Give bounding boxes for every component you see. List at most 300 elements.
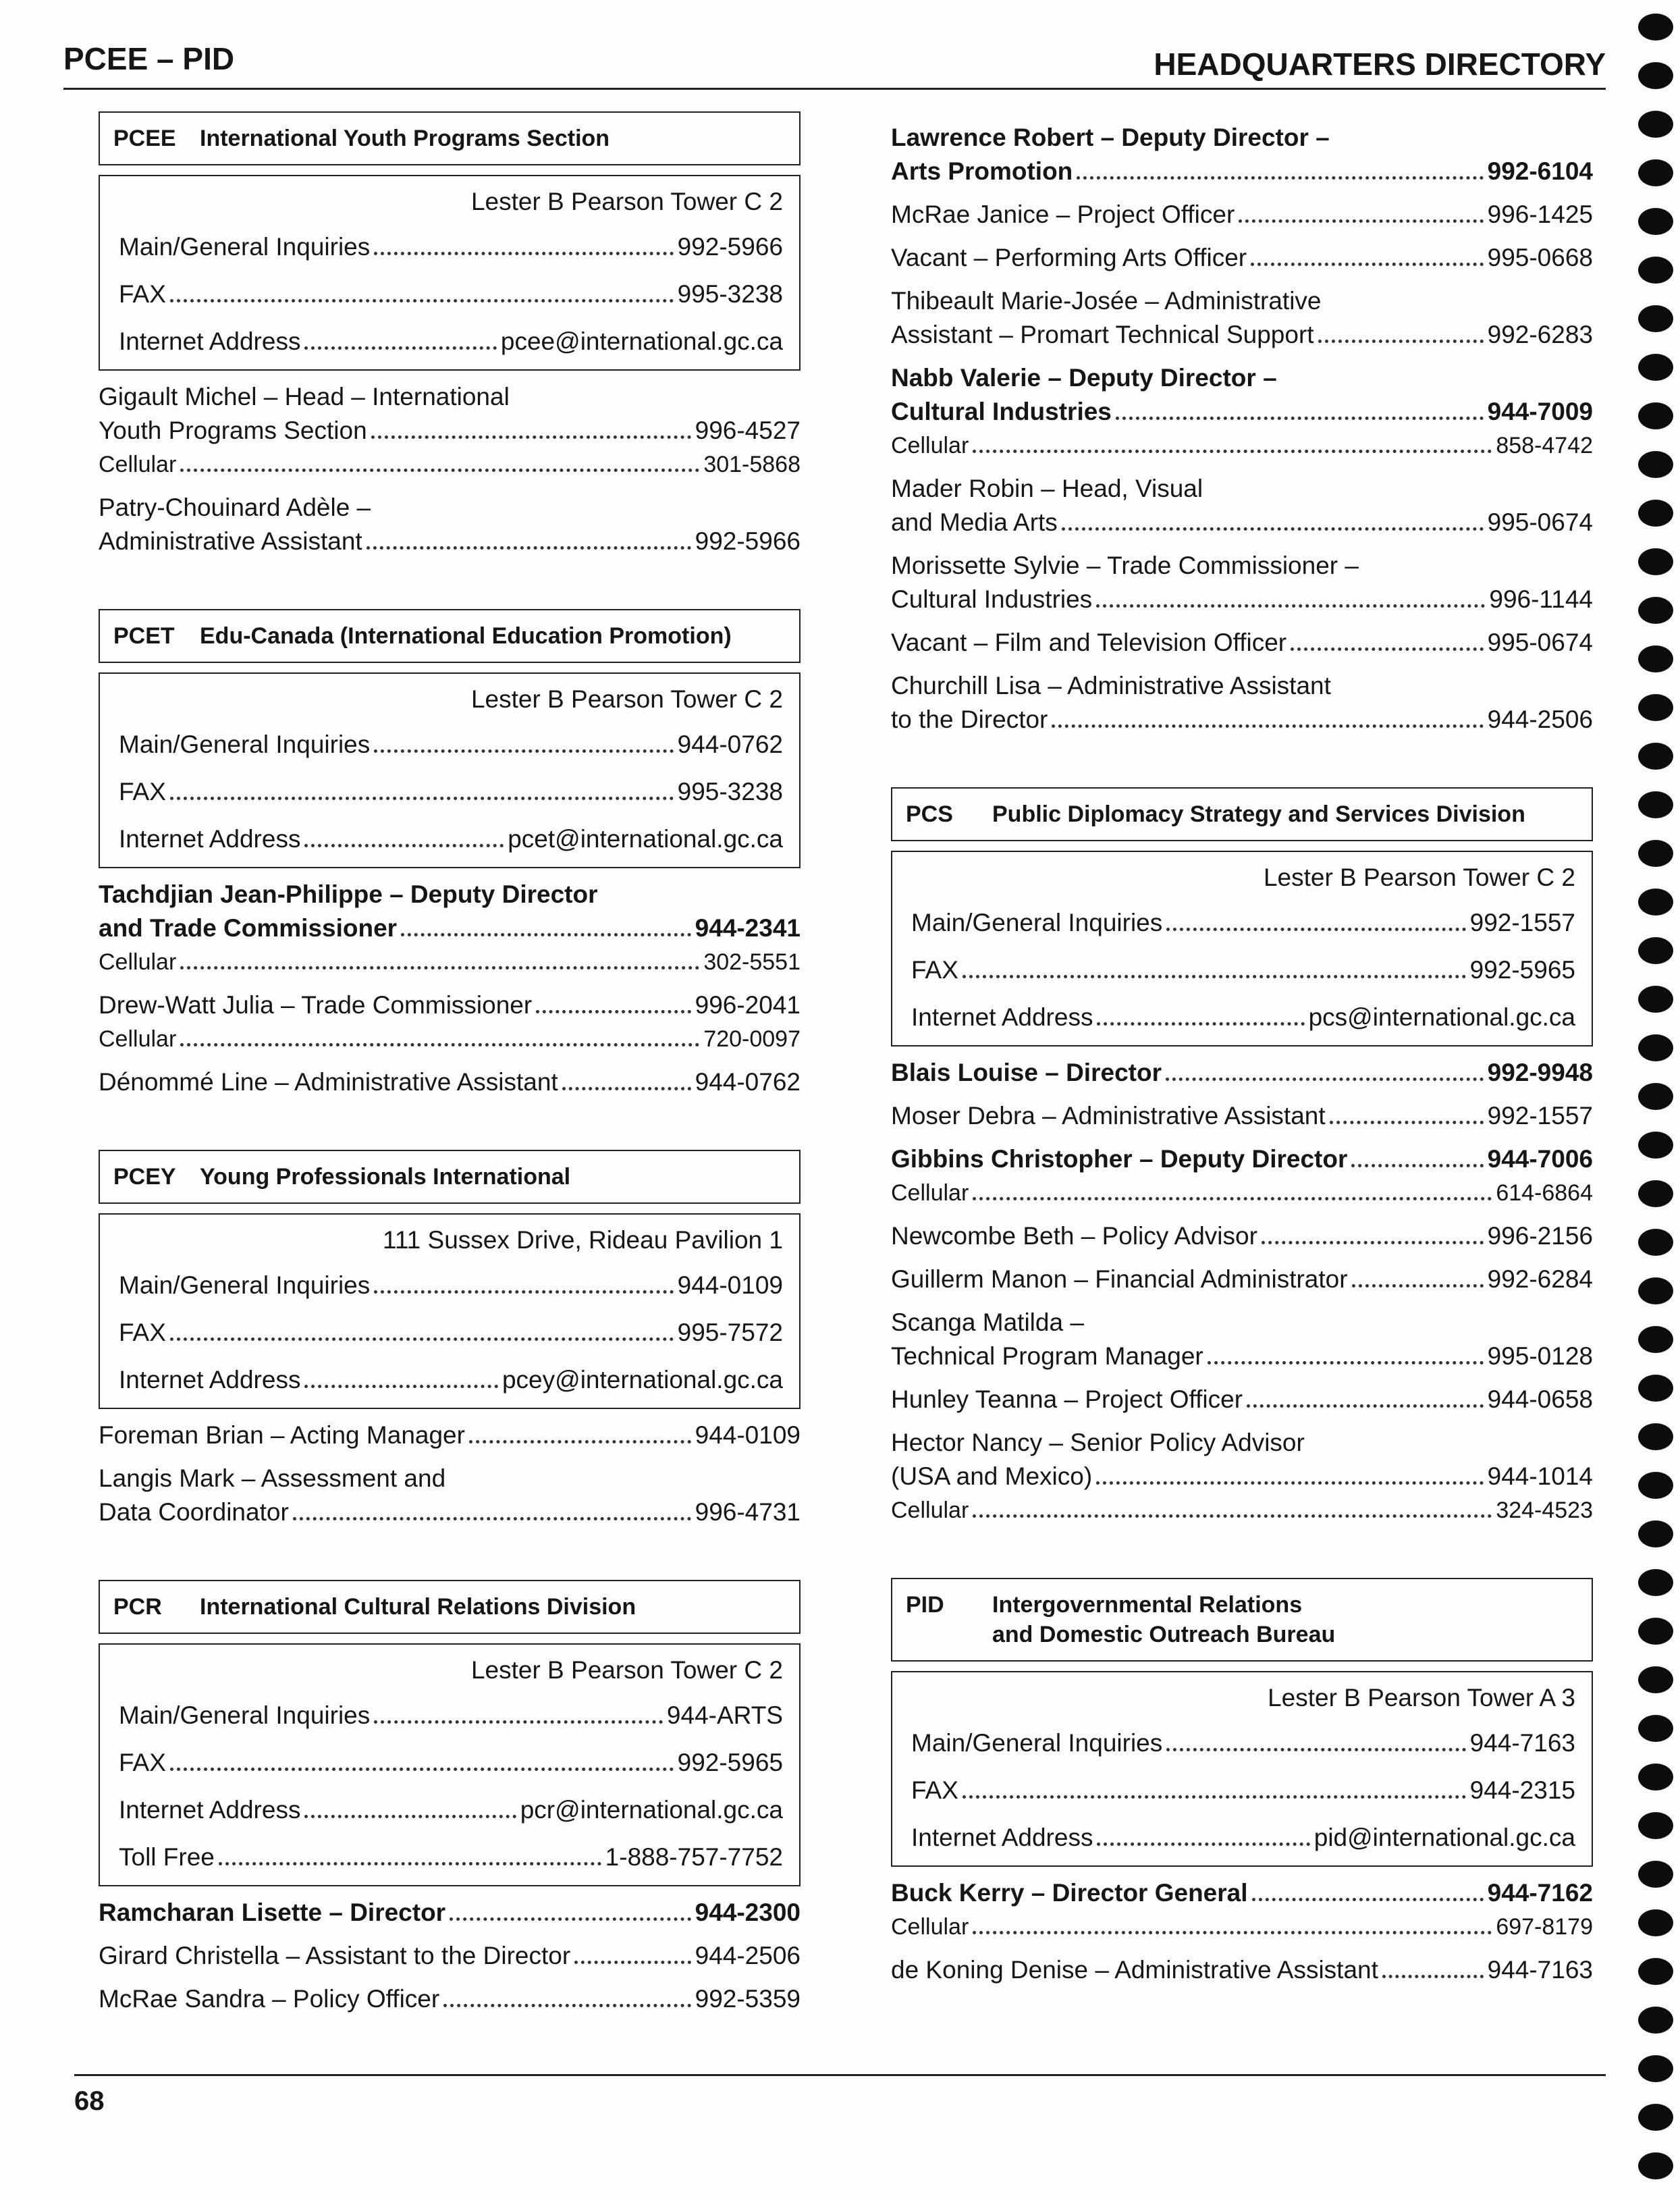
entry-label: Cultural Industries <box>891 585 1093 613</box>
person-entry <box>891 1099 1593 1133</box>
section-header <box>891 1578 1593 1662</box>
section-code: PCEY <box>113 1164 176 1190</box>
contact-box <box>99 1643 801 1886</box>
entry-label: Main/General Inquiries <box>119 731 371 758</box>
entry-label: Gibbins Christopher – Deputy Director <box>891 1145 1348 1173</box>
directory-section <box>99 609 801 1099</box>
entry-label: Internet Address <box>911 1824 1093 1851</box>
entry-value: 995-0674 <box>1487 508 1593 536</box>
section-name-line: Edu-Canada (International Education Promotion) <box>200 623 732 649</box>
entry-label: Internet Address <box>119 1366 301 1394</box>
binder-hole <box>1638 1520 1673 1547</box>
section-name-line: and Domestic Outreach Bureau <box>992 1622 1336 1647</box>
entry-value: 992-5965 <box>1469 956 1575 984</box>
entry-value: 1-888-757-7752 <box>605 1843 783 1871</box>
entry-label: Foreman Brian – Acting Manager <box>99 1421 465 1449</box>
leader-dots <box>293 1517 691 1520</box>
leader-dots <box>374 1290 673 1294</box>
binder-hole <box>1638 743 1673 770</box>
leader-dots <box>180 1043 699 1046</box>
entry-value: 944-7009 <box>1487 398 1593 425</box>
location: 111 Sussex Drive, Rideau Pavilion 1 <box>383 1226 783 1254</box>
page-header <box>63 41 1606 90</box>
cellular-entry <box>891 1493 1593 1527</box>
contact-entry <box>119 1262 783 1309</box>
phone-entry <box>99 1982 801 2016</box>
leader-dots <box>180 966 699 970</box>
leader-dots <box>443 2004 690 2007</box>
contact-entry <box>119 1692 783 1739</box>
entry-value: 858-4742 <box>1496 433 1593 458</box>
entry-value: 995-3238 <box>677 280 783 308</box>
contact-entry <box>119 1309 783 1356</box>
entry-value: 992-5965 <box>677 1749 783 1776</box>
cellular-entry <box>99 1022 801 1056</box>
binder-hole <box>1638 2104 1673 2131</box>
entry-label: Main/General Inquiries <box>911 1729 1163 1757</box>
entry-value: 996-1144 <box>1489 585 1593 613</box>
phone-entry <box>891 1099 1593 1133</box>
binder-hole <box>1638 1764 1673 1791</box>
contact-entry <box>911 899 1575 947</box>
entry-label: (USA and Mexico) <box>891 1462 1093 1490</box>
contact-entry <box>119 1786 783 1834</box>
leader-dots <box>536 1010 690 1013</box>
leader-dots <box>973 1514 1492 1518</box>
phone-entry <box>891 395 1593 429</box>
phone-entry <box>99 1939 801 1973</box>
binder-hole <box>1638 208 1673 235</box>
phone-entry <box>891 1219 1593 1253</box>
entry-value: 996-2156 <box>1487 1222 1593 1250</box>
binder-hole <box>1638 1666 1673 1693</box>
entry-value: 992-1557 <box>1487 1102 1593 1130</box>
person-name-line: Mader Robin – Head, Visual <box>891 475 1203 502</box>
binder-holes <box>1638 14 1676 2201</box>
entry-label: Cellular <box>99 949 177 975</box>
left-column <box>99 111 801 2067</box>
contact-entry <box>119 318 783 365</box>
person-name-line: Churchill Lisa – Administrative Assistant <box>891 672 1331 699</box>
section-header <box>99 1150 801 1204</box>
entry-label: Drew-Watt Julia – Trade Commissioner <box>99 991 533 1019</box>
binder-hole <box>1638 62 1673 89</box>
entry-label: Cultural Industries <box>891 398 1112 425</box>
entry-value: 614-6864 <box>1496 1180 1593 1206</box>
person-entry <box>99 1065 801 1099</box>
person-entry <box>891 626 1593 660</box>
leader-dots <box>170 797 674 800</box>
section-name-line: Public Diplomacy Strategy and Services Division <box>992 801 1525 827</box>
entry-value: 995-7572 <box>677 1319 783 1346</box>
binder-hole <box>1638 1180 1673 1207</box>
section-name-line: Young Professionals International <box>200 1164 571 1190</box>
section-code: PCS <box>906 801 953 827</box>
person-name-line: Gigault Michel – Head – International <box>99 383 510 410</box>
leader-dots <box>374 749 673 753</box>
cellular-entry <box>891 429 1593 462</box>
entry-value: 944-7163 <box>1487 1956 1593 1984</box>
entry-label: Main/General Inquiries <box>119 233 371 261</box>
leader-dots <box>963 975 1466 978</box>
person-name-line: Hector Nancy – Senior Policy Advisor <box>891 1429 1305 1456</box>
leader-dots <box>371 435 691 439</box>
phone-entry <box>99 414 801 448</box>
entry-value: 944-7162 <box>1487 1879 1593 1907</box>
person-entry <box>891 198 1593 232</box>
entry-label: Girard Christella – Assistant to the Director <box>99 1942 571 1969</box>
person-entry <box>891 241 1593 275</box>
phone-entry <box>99 525 801 558</box>
entry-value: 944-7006 <box>1487 1145 1593 1173</box>
phone-entry <box>99 988 801 1022</box>
leader-dots <box>1239 219 1483 223</box>
entry-label: FAX <box>911 1776 958 1804</box>
phone-entry <box>891 318 1593 352</box>
contact-entry <box>911 947 1575 994</box>
entry-label: FAX <box>119 280 166 308</box>
leader-dots <box>401 933 691 936</box>
entry-label: McRae Sandra – Policy Officer <box>99 1985 440 2013</box>
section-code: PCEE <box>113 126 176 151</box>
entry-label: Administrative Assistant <box>99 527 362 555</box>
phone-entry <box>891 1056 1593 1090</box>
entry-value: 995-0668 <box>1487 244 1593 271</box>
section-code: PID <box>906 1592 944 1618</box>
cellular-entry <box>891 1910 1593 1944</box>
leader-dots <box>1262 1241 1484 1244</box>
contact-entry <box>119 1356 783 1404</box>
entry-value: 944-0109 <box>695 1421 801 1449</box>
leader-dots <box>170 1768 674 1771</box>
entry-label: to the Director <box>891 706 1048 733</box>
phone-entry <box>99 1896 801 1930</box>
entry-value: 944-2506 <box>1487 706 1593 733</box>
section-name-line: International Youth Programs Section <box>200 126 610 151</box>
contact-entry <box>119 1834 783 1881</box>
person-entry <box>99 1462 801 1529</box>
person-entry <box>99 1982 801 2016</box>
leader-dots <box>374 252 673 255</box>
entry-value: pcr@international.gc.ca <box>520 1796 783 1824</box>
leader-dots <box>1096 1481 1483 1485</box>
directory-section <box>99 1150 801 1529</box>
entry-value: 944-0762 <box>695 1068 801 1096</box>
leader-dots <box>304 1385 498 1388</box>
leader-dots <box>574 1961 690 1964</box>
person-entry <box>99 1896 801 1930</box>
person-entry <box>891 1142 1593 1210</box>
entry-label: Ramcharan Lisette – Director <box>99 1899 446 1926</box>
phone-entry <box>891 506 1593 539</box>
person-entry <box>891 1056 1593 1090</box>
leader-dots <box>170 1337 674 1341</box>
binder-hole <box>1638 1812 1673 1839</box>
binder-hole <box>1638 791 1673 818</box>
entry-value: 720-0097 <box>703 1026 801 1052</box>
right-column <box>891 111 1593 2038</box>
leader-dots <box>1097 1022 1304 1026</box>
directory-section <box>891 1578 1593 1987</box>
leader-dots <box>1252 1898 1484 1901</box>
entry-value: 996-4731 <box>695 1498 801 1526</box>
entry-value: 995-0674 <box>1487 629 1593 656</box>
binder-hole <box>1638 1229 1673 1256</box>
entry-value: 324-4523 <box>1496 1497 1593 1523</box>
binder-hole <box>1638 937 1673 964</box>
leader-dots <box>1351 1164 1483 1167</box>
entry-label: Data Coordinator <box>99 1498 289 1526</box>
phone-entry <box>891 241 1593 275</box>
section-header <box>99 609 801 663</box>
location: Lester B Pearson Tower C 2 <box>1263 864 1575 891</box>
binder-hole <box>1638 2055 1673 2082</box>
entry-value: 996-2041 <box>695 991 801 1019</box>
binder-hole <box>1638 597 1673 624</box>
leader-dots <box>450 1917 691 1921</box>
leader-dots <box>469 1440 691 1443</box>
entry-value: pcs@international.gc.ca <box>1308 1003 1575 1031</box>
contact-box <box>99 672 801 868</box>
phone-entry <box>891 583 1593 616</box>
leader-dots <box>304 844 504 847</box>
phone-entry <box>891 155 1593 188</box>
binder-hole <box>1638 1034 1673 1061</box>
person-name-line: Lawrence Robert – Deputy Director – <box>891 124 1330 151</box>
entry-value: 992-5966 <box>677 233 783 261</box>
entry-label: Cellular <box>891 1914 969 1940</box>
entry-value: 992-6283 <box>1487 321 1593 348</box>
person-name-line: Patry-Chouinard Adèle – <box>99 494 371 521</box>
leader-dots <box>170 299 674 302</box>
leader-dots <box>1116 417 1484 420</box>
section-name <box>992 799 1578 829</box>
binder-hole <box>1638 645 1673 672</box>
binder-hole <box>1638 1861 1673 1888</box>
binder-hole <box>1638 402 1673 429</box>
header-left: PCEE – PID <box>63 41 235 76</box>
entry-value: 301-5868 <box>703 452 801 477</box>
binder-hole <box>1638 2152 1673 2179</box>
section-name-line: International Cultural Relations Division <box>200 1594 636 1620</box>
contact-entry <box>119 721 783 768</box>
entry-label: Internet Address <box>119 327 301 355</box>
entry-label: Cellular <box>99 1026 177 1052</box>
leader-dots <box>1166 928 1465 931</box>
binder-hole <box>1638 889 1673 916</box>
phone-entry <box>891 1142 1593 1176</box>
binder-hole <box>1638 986 1673 1013</box>
person-name-line: Scanga Matilda – <box>891 1308 1084 1336</box>
contact-entry <box>119 1739 783 1786</box>
entry-label: FAX <box>119 778 166 805</box>
binder-hole <box>1638 1423 1673 1450</box>
phone-entry <box>891 1953 1593 1987</box>
entry-label: FAX <box>119 1319 166 1346</box>
entry-label: Moser Debra – Administrative Assistant <box>891 1102 1326 1130</box>
leader-dots <box>973 1931 1492 1934</box>
binder-hole <box>1638 1958 1673 1985</box>
contact-entry <box>119 271 783 318</box>
binder-hole <box>1638 257 1673 284</box>
directory-section <box>99 1580 801 2016</box>
header-right: HEADQUARTERS DIRECTORY <box>1154 47 1606 82</box>
section-name <box>200 1592 786 1622</box>
person-entry <box>891 1876 1593 1944</box>
entry-label: Vacant – Performing Arts Officer <box>891 244 1247 271</box>
entry-value: 992-1557 <box>1469 909 1575 936</box>
phone-entry <box>891 1263 1593 1296</box>
leader-dots <box>1077 176 1483 180</box>
cellular-entry <box>99 945 801 979</box>
phone-entry <box>891 1460 1593 1493</box>
person-entry <box>891 472 1593 539</box>
section-header <box>891 787 1593 841</box>
entry-label: Toll Free <box>119 1843 215 1871</box>
person-entry <box>891 284 1593 352</box>
leader-dots <box>1318 340 1484 343</box>
person-name-line: Thibeault Marie-Josée – Administrative <box>891 287 1322 315</box>
directory-section <box>99 111 801 558</box>
person-entry <box>891 1383 1593 1416</box>
entry-label: Guillerm Manon – Financial Administrator <box>891 1265 1348 1293</box>
person-entry <box>99 1939 801 1973</box>
binder-hole <box>1638 159 1673 186</box>
leader-dots <box>973 450 1492 453</box>
person-name-line: Nabb Valerie – Deputy Director – <box>891 364 1277 392</box>
entry-value: 992-6284 <box>1487 1265 1593 1293</box>
directory-section <box>891 787 1593 1527</box>
person-entry <box>99 491 801 558</box>
section-header <box>99 1580 801 1634</box>
leader-dots <box>1166 1748 1465 1751</box>
person-name-line: Langis Mark – Assessment and <box>99 1464 446 1492</box>
phone-entry <box>99 1495 801 1529</box>
entry-value: 944-2315 <box>1469 1776 1575 1804</box>
leader-dots <box>1247 1404 1484 1408</box>
page-number: 68 <box>74 2086 105 2116</box>
leader-dots <box>1096 604 1485 608</box>
location: Lester B Pearson Tower C 2 <box>470 188 783 215</box>
entry-value: 944-0658 <box>1487 1385 1593 1413</box>
leader-dots <box>562 1087 691 1090</box>
leader-dots <box>180 469 699 472</box>
entry-label: Buck Kerry – Director General <box>891 1879 1248 1907</box>
contact-box <box>891 851 1593 1046</box>
section-name <box>200 124 786 153</box>
contact-entry <box>911 1767 1575 1814</box>
phone-entry <box>891 626 1593 660</box>
entry-label: Vacant – Film and Television Officer <box>891 629 1287 656</box>
entry-label: Internet Address <box>119 1796 301 1824</box>
entry-value: 995-0128 <box>1487 1342 1593 1370</box>
entry-value: 944-ARTS <box>666 1701 783 1729</box>
contact-box <box>99 1213 801 1409</box>
entry-value: 992-5359 <box>695 1985 801 2013</box>
contact-box <box>99 175 801 371</box>
phone-entry <box>99 1065 801 1099</box>
contact-entry <box>911 1814 1575 1861</box>
entry-value: pcee@international.gc.ca <box>500 327 783 355</box>
section-name <box>200 621 786 651</box>
cellular-entry <box>99 448 801 481</box>
leader-dots <box>963 1795 1466 1799</box>
entry-value: 995-3238 <box>677 778 783 805</box>
person-entry <box>891 1953 1593 1987</box>
leader-dots <box>1251 263 1484 266</box>
entry-label: and Media Arts <box>891 508 1058 536</box>
person-entry <box>891 361 1593 462</box>
section-name-line: Intergovernmental Relations <box>992 1592 1303 1618</box>
entry-label: Dénommé Line – Administrative Assistant <box>99 1068 558 1096</box>
binder-hole <box>1638 2007 1673 2034</box>
phone-entry <box>891 198 1593 232</box>
entry-label: Cellular <box>891 1180 969 1206</box>
section-name <box>992 1590 1578 1649</box>
leader-dots <box>1291 647 1484 651</box>
leader-dots <box>1382 1975 1484 1978</box>
leader-dots <box>304 1815 516 1818</box>
binder-hole <box>1638 500 1673 527</box>
section-code: PCR <box>113 1594 162 1620</box>
entry-value: 302-5551 <box>703 949 801 975</box>
binder-hole <box>1638 1472 1673 1499</box>
person-entry <box>99 1418 801 1452</box>
contact-entry <box>119 223 783 271</box>
entry-value: 944-2300 <box>695 1899 801 1926</box>
entry-value: 996-4527 <box>695 417 801 444</box>
directory-section <box>891 121 1593 737</box>
entry-value: 944-2341 <box>695 914 801 942</box>
leader-dots <box>1352 1284 1484 1288</box>
contact-entry <box>119 816 783 863</box>
location: Lester B Pearson Tower A 3 <box>1268 1684 1575 1712</box>
entry-label: Arts Promotion <box>891 157 1073 185</box>
section-code: PCET <box>113 623 175 649</box>
person-entry <box>891 549 1593 616</box>
leader-dots <box>374 1720 663 1724</box>
binder-hole <box>1638 354 1673 381</box>
entry-label: Main/General Inquiries <box>119 1701 371 1729</box>
entry-value: 697-8179 <box>1496 1914 1593 1940</box>
leader-dots <box>1052 724 1483 728</box>
entry-value: 996-1425 <box>1487 201 1593 228</box>
binder-hole <box>1638 1909 1673 1936</box>
entry-label: Hunley Teanna – Project Officer <box>891 1385 1243 1413</box>
contact-box <box>891 1671 1593 1867</box>
leader-dots <box>219 1862 601 1865</box>
person-entry <box>891 1263 1593 1296</box>
binder-hole <box>1638 1083 1673 1110</box>
entry-label: Cellular <box>891 1497 969 1523</box>
entry-label: Cellular <box>99 452 177 477</box>
binder-hole <box>1638 451 1673 478</box>
entry-label: Main/General Inquiries <box>911 909 1163 936</box>
binder-hole <box>1638 1277 1673 1304</box>
entry-label: Main/General Inquiries <box>119 1271 371 1299</box>
entry-label: Assistant – Promart Technical Support <box>891 321 1314 348</box>
binder-hole <box>1638 1132 1673 1159</box>
binder-hole <box>1638 840 1673 867</box>
contact-entry <box>911 994 1575 1041</box>
entry-value: 992-9948 <box>1487 1059 1593 1086</box>
leader-dots <box>1097 1842 1309 1846</box>
entry-label: Internet Address <box>119 825 301 853</box>
entry-value: pid@international.gc.ca <box>1313 1824 1575 1851</box>
person-entry <box>891 1306 1593 1373</box>
contact-entry <box>119 768 783 816</box>
footer-rule <box>74 2074 1606 2076</box>
